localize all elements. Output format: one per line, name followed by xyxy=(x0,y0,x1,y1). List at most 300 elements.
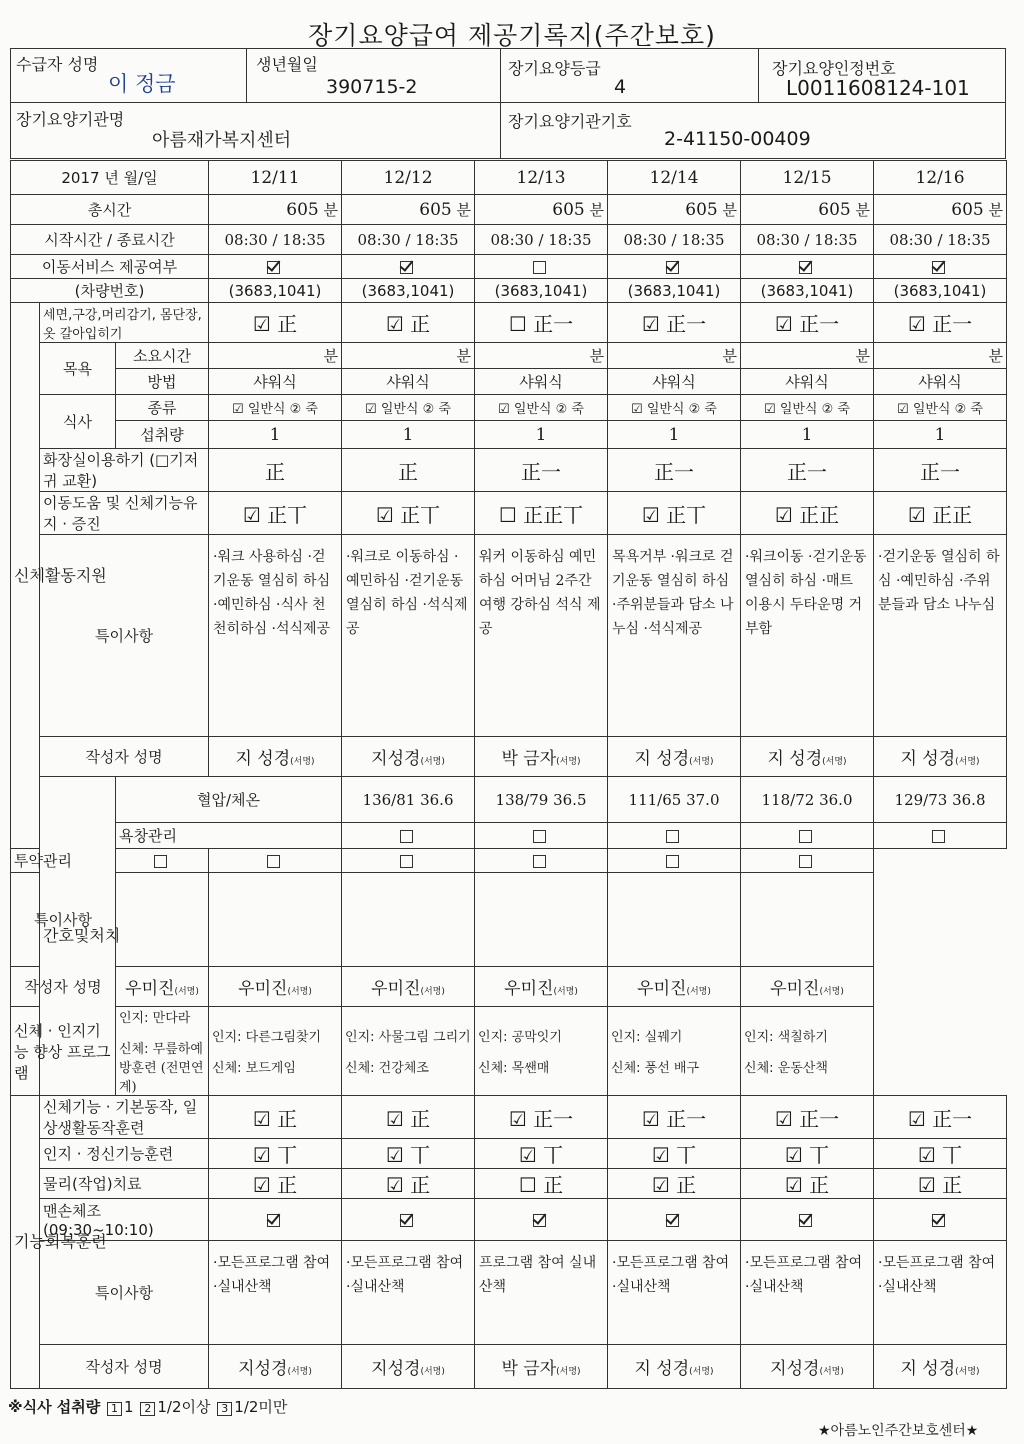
nurse-sign-5: (서명) xyxy=(819,987,844,997)
basic_train-value-5: ☑ 正一 xyxy=(907,1106,973,1131)
rehab-sign-0: (서명) xyxy=(287,1367,312,1377)
date-value-5: 12/16 xyxy=(915,167,965,188)
bath-4 xyxy=(741,369,874,395)
date-value-2: 12/13 xyxy=(516,167,566,188)
rehab-writer-0: 지성경 xyxy=(238,1359,288,1379)
cog-prog-5: 색칠하기 xyxy=(777,1030,828,1045)
nurse-note-4 xyxy=(608,873,741,967)
min-unit-4: 분 xyxy=(855,201,871,219)
exercise-4 xyxy=(741,1199,874,1241)
bp-0: 136/81 xyxy=(362,790,416,809)
cert-label: 장기요양인정번호 xyxy=(772,59,896,78)
wash-label: 세면,구강,머리감기, 몸단장, 옷 갈아입히기 xyxy=(40,303,209,343)
writer-5 xyxy=(874,737,1007,777)
pt-value-1: ☑ 正 xyxy=(385,1173,431,1197)
meal_amount-0 xyxy=(209,421,342,449)
med_care-5 xyxy=(741,849,874,873)
vehicle-4 xyxy=(741,279,874,303)
writer-0: 지 성경 xyxy=(235,749,291,769)
org-label: 장기요양기관명 xyxy=(16,110,125,129)
transport-checkbox-3[interactable] xyxy=(666,261,679,274)
meal_amount-1 xyxy=(342,421,475,449)
basic_train-value-2: ☑ 正一 xyxy=(508,1106,574,1131)
total_time-2 xyxy=(475,195,608,225)
cog-prog-0: 만다라 xyxy=(152,1011,191,1026)
transport-1 xyxy=(342,255,475,279)
bp-4: 129/73 xyxy=(894,790,948,809)
cog-line-4 xyxy=(611,1026,737,1045)
cog_train-1 xyxy=(342,1139,475,1169)
cog-line-1 xyxy=(212,1026,338,1045)
temp-1: 36.5 xyxy=(553,790,587,809)
start_end-value-3: 08:30 / 18:35 xyxy=(623,230,725,249)
meal_type-2 xyxy=(475,395,608,421)
bath-min-2: 분 xyxy=(589,347,605,365)
bath-value-1: 샤워식 xyxy=(386,373,430,391)
mobility-5 xyxy=(874,492,1007,535)
sign-0: (서명) xyxy=(290,757,315,767)
rehab_note-1 xyxy=(342,1241,475,1345)
total-time-2: 605 xyxy=(552,200,585,220)
cog-prog-3: 공막잇기 xyxy=(511,1030,562,1045)
med-care-checkbox-0[interactable] xyxy=(154,855,167,868)
mobility-3 xyxy=(608,492,741,535)
start_end-value-1: 08:30 / 18:35 xyxy=(357,230,459,249)
rehab-sign-2: (서명) xyxy=(556,1367,581,1377)
nurse-writer-label: 작성자 성명 xyxy=(11,967,116,1007)
bath-0 xyxy=(209,369,342,395)
exercise-checkbox-1[interactable] xyxy=(400,1214,413,1227)
vehicle-value-2: (3683,1041) xyxy=(494,281,588,300)
total-time-3: 605 xyxy=(685,200,718,220)
med-care-label: 투약관리 xyxy=(11,849,116,873)
bath-value-2: 샤워식 xyxy=(519,373,563,391)
meal_type-5 xyxy=(874,395,1007,421)
med-care-checkbox-5[interactable] xyxy=(799,855,812,868)
transport-4 xyxy=(741,255,874,279)
total-time-0: 605 xyxy=(286,200,319,220)
meal-label: 식사 xyxy=(40,395,116,449)
cog_train-value-4: ☑ 丅 xyxy=(784,1143,830,1167)
writer-label: 작성자 성명 xyxy=(40,737,209,777)
cog-prefix-5: 인지: xyxy=(744,1030,774,1045)
transport-label: 이동서비스 제공여부 xyxy=(11,255,209,279)
grade-label: 장기요양등급 xyxy=(508,59,601,78)
pt-3 xyxy=(608,1169,741,1199)
temp-4: 36.8 xyxy=(952,790,986,809)
start_end-value-2: 08:30 / 18:35 xyxy=(490,230,592,249)
bath-label: 목욕 xyxy=(40,343,116,395)
start_end-5 xyxy=(874,225,1007,255)
physical-section-label: 신체활동지원 xyxy=(11,303,40,849)
rehab_note-3 xyxy=(608,1241,741,1345)
birth-label: 생년월일 xyxy=(256,55,318,74)
bath_care-2 xyxy=(608,823,741,849)
med-care-checkbox-2[interactable] xyxy=(400,855,413,868)
total-time-5: 605 xyxy=(951,200,984,220)
sign-5: (서명) xyxy=(955,757,980,767)
start_end-1 xyxy=(342,225,475,255)
total_time-4 xyxy=(741,195,874,225)
pt-value-5: ☑ 正 xyxy=(917,1173,963,1197)
vehicle-value-5: (3683,1041) xyxy=(893,281,987,300)
toilet-value-2: 正一 xyxy=(521,459,562,484)
date-value-4: 12/15 xyxy=(782,167,832,188)
med_care-2 xyxy=(342,849,475,873)
temp-2: 37.0 xyxy=(686,790,720,809)
cog-train-label: 인지 · 정신기능훈련 xyxy=(40,1139,209,1169)
pt-value-2: ☐ 正 xyxy=(518,1173,564,1197)
transport-checkbox-5[interactable] xyxy=(932,261,945,274)
vehicle-value-0: (3683,1041) xyxy=(228,281,322,300)
bath-care-checkbox-1[interactable] xyxy=(533,830,546,843)
bath-value-3: 샤워식 xyxy=(652,373,696,391)
meal_type-1 xyxy=(342,395,475,421)
wash-5 xyxy=(874,303,1007,343)
cog_train-5 xyxy=(874,1139,1007,1169)
exercise-checkbox-4[interactable] xyxy=(799,1214,812,1227)
cog-line-2 xyxy=(345,1026,471,1045)
bp-2 xyxy=(608,777,741,823)
rehab-sign-5: (서명) xyxy=(955,1367,980,1377)
sign-2: (서명) xyxy=(556,757,581,767)
vehicle-3 xyxy=(608,279,741,303)
nurse-note-label: 특이사항 xyxy=(11,873,116,967)
date-0 xyxy=(209,161,342,195)
nurse-sign-1: (서명) xyxy=(287,987,312,997)
min-unit-2: 분 xyxy=(589,201,605,219)
mobility-value-4: ☑ 正正 xyxy=(774,502,840,527)
writer-4: 지 성경 xyxy=(767,749,823,769)
bath_care-4 xyxy=(874,823,1007,849)
wash-value-5: ☑ 正一 xyxy=(907,312,973,336)
mobility-4 xyxy=(741,492,874,535)
total-time-1: 605 xyxy=(419,200,452,220)
phys-prefix-2: 신체: xyxy=(345,1061,375,1076)
basic_train-3 xyxy=(608,1096,741,1139)
phys-prog-4: 풍선 배구 xyxy=(644,1061,700,1076)
note-value-4: ·워크이동 ·걷기운동 열심히 하심 ·매트 이용시 두타운명 거부함 xyxy=(745,549,867,637)
meal_type-value-2: ☑ 일반식 ② 죽 xyxy=(498,402,584,417)
bp-0 xyxy=(342,777,475,823)
note-value-1: ·워크로 이동하심 ·예민하심 ·걷기운동열심히 하심 ·석식제공 xyxy=(346,549,468,637)
page-title: 장기요양급여 제공기록지(주간보호) xyxy=(308,21,716,50)
basic_train-0 xyxy=(209,1096,342,1139)
note-label: 특이사항 xyxy=(40,535,209,737)
min-unit-5: 분 xyxy=(988,201,1004,219)
writer-1 xyxy=(342,737,475,777)
cog-prog-4: 실꿰기 xyxy=(644,1030,683,1045)
rehab_note-2 xyxy=(475,1241,608,1345)
transport-3 xyxy=(608,255,741,279)
phys-prog-2: 건강체조 xyxy=(378,1061,429,1076)
meal_type-0 xyxy=(209,395,342,421)
note-value-5: ·걷기운동 열심히 하심 ·예민하심 ·주위분들과 담소 나누심 xyxy=(878,549,1000,613)
exercise-checkbox-3[interactable] xyxy=(666,1214,679,1227)
bp-3: 118/72 xyxy=(761,790,815,809)
nurse-sign-2: (서명) xyxy=(420,987,445,997)
transport-checkbox-0[interactable] xyxy=(267,261,280,274)
vehicle-value-4: (3683,1041) xyxy=(760,281,854,300)
start_end-4 xyxy=(741,225,874,255)
wash-4 xyxy=(741,303,874,343)
basic_train-value-3: ☑ 正一 xyxy=(641,1106,707,1131)
cog-prefix-1: 인지: xyxy=(212,1030,242,1045)
cog-prefix-4: 인지: xyxy=(611,1030,641,1045)
toilet-value-4: 正一 xyxy=(787,459,828,484)
vehicle-2 xyxy=(475,279,608,303)
vehicle-0 xyxy=(209,279,342,303)
bath-value-0: 샤워식 xyxy=(253,373,297,391)
phys-prefix-5: 신체: xyxy=(744,1061,774,1076)
pt-2 xyxy=(475,1169,608,1199)
nurse-writer-0: 우미진 xyxy=(125,979,175,999)
writer-4 xyxy=(741,737,874,777)
meal_time-3 xyxy=(608,343,741,369)
phys-line-3 xyxy=(478,1057,604,1076)
toilet-0 xyxy=(209,449,342,492)
rehab-sign-4: (서명) xyxy=(819,1367,844,1377)
date-value-0: 12/11 xyxy=(250,167,300,188)
cog_train-value-3: ☑ 丅 xyxy=(651,1143,697,1167)
exercise-checkbox-0[interactable] xyxy=(267,1214,280,1227)
meal_amount-value-0: 1 xyxy=(269,424,281,445)
min-unit-3: 분 xyxy=(722,201,738,219)
center-name: ★아름노인주간보호센터★ xyxy=(818,1423,979,1439)
wash-value-0: ☑ 正 xyxy=(252,312,298,336)
bath-care-checkbox-3[interactable] xyxy=(799,830,812,843)
meal_type-value-1: ☑ 일반식 ② 죽 xyxy=(365,402,451,417)
transport-checkbox-2[interactable] xyxy=(533,261,546,274)
legend-box-2: 2 xyxy=(140,1402,155,1416)
bp-2: 111/65 xyxy=(628,790,682,809)
cog-prog-2: 사물그림 그리기 xyxy=(378,1030,471,1045)
meal-amount-label: 섭취량 xyxy=(116,421,209,449)
toilet-1 xyxy=(342,449,475,492)
start-end-label: 시작시간 / 종료시간 xyxy=(11,225,209,255)
bath-min-5: 분 xyxy=(988,347,1004,365)
mobility-1 xyxy=(342,492,475,535)
start_end-value-0: 08:30 / 18:35 xyxy=(224,230,326,249)
exercise-2 xyxy=(475,1199,608,1241)
grade-value: 4 xyxy=(614,76,627,98)
cert-value: L0011608124-101 xyxy=(786,76,970,100)
pt-5 xyxy=(874,1169,1007,1199)
bath-time-label: 소요시간 xyxy=(116,343,209,369)
cog-line-3 xyxy=(478,1026,604,1045)
exercise-checkbox-2[interactable] xyxy=(533,1214,546,1227)
toilet-value-5: 正一 xyxy=(920,459,961,484)
note-value-0: ·워크 사용하심 ·걷기운동 열심히 하심 ·예민하심 ·식사 천천히하심 ·석식제공 xyxy=(213,549,331,637)
meal_type-value-5: ☑ 일반식 ② 죽 xyxy=(897,402,983,417)
toilet-3 xyxy=(608,449,741,492)
meal_time-0 xyxy=(209,343,342,369)
org-value: 아름재가복지센터 xyxy=(152,130,292,151)
nurse-sign-3: (서명) xyxy=(553,987,578,997)
writer-5: 지 성경 xyxy=(900,749,956,769)
med-care-checkbox-4[interactable] xyxy=(666,855,679,868)
total_time-1 xyxy=(342,195,475,225)
note-2 xyxy=(475,535,608,737)
phys-line-5 xyxy=(744,1057,870,1076)
bath-care-checkbox-4[interactable] xyxy=(932,830,945,843)
note-4 xyxy=(741,535,874,737)
note-3 xyxy=(608,535,741,737)
exercise-5 xyxy=(874,1199,1007,1241)
wash-value-1: ☑ 正 xyxy=(385,312,431,336)
bath-min-4: 분 xyxy=(855,347,871,365)
legend-text-2: 1/2이상 xyxy=(157,1398,211,1416)
pt-1 xyxy=(342,1169,475,1199)
bath-min-1: 분 xyxy=(456,347,472,365)
basic_train-2 xyxy=(475,1096,608,1139)
phys-prefix-3: 신체: xyxy=(478,1061,508,1076)
wash-3 xyxy=(608,303,741,343)
recipient-name: 이 정금 xyxy=(108,72,176,96)
bath-care-checkbox-2[interactable] xyxy=(666,830,679,843)
rehab_note-value-4: ·모든프로그램 참여 ·실내산책 xyxy=(745,1255,863,1295)
rehab-note-label: 특이사항 xyxy=(40,1241,209,1345)
bath_care-0 xyxy=(342,823,475,849)
transport-5 xyxy=(874,255,1007,279)
legend-text-3: 1/2미만 xyxy=(234,1398,288,1416)
meal_amount-value-5: 1 xyxy=(934,424,946,445)
meal_amount-value-1: 1 xyxy=(402,424,414,445)
start_end-3 xyxy=(608,225,741,255)
care-record-table xyxy=(10,160,1007,1389)
legend-text-1: 1 xyxy=(124,1398,134,1416)
rehab_note-value-2: 프로그램 참여 실내 산책 xyxy=(479,1255,597,1295)
writer-1: 지성경 xyxy=(371,749,421,769)
rehab-writer-4: 지성경 xyxy=(770,1359,820,1379)
toilet-4 xyxy=(741,449,874,492)
bath-2 xyxy=(475,369,608,395)
med_care-3 xyxy=(475,849,608,873)
exercise-0 xyxy=(209,1199,342,1241)
pt-value-0: ☑ 正 xyxy=(252,1173,298,1197)
bath-3 xyxy=(608,369,741,395)
exercise-checkbox-5[interactable] xyxy=(932,1214,945,1227)
cog_train-value-5: ☑ 丅 xyxy=(917,1143,963,1167)
writer-2 xyxy=(475,737,608,777)
nurse-note-0 xyxy=(116,873,209,967)
wash-value-4: ☑ 正一 xyxy=(774,312,840,336)
rehab_writer-3 xyxy=(608,1345,741,1389)
rehab_writer-5 xyxy=(874,1345,1007,1389)
cog_prog-5 xyxy=(741,1007,874,1096)
note-1 xyxy=(342,535,475,737)
cog-prog-1: 다른그림찾기 xyxy=(245,1030,322,1045)
date-3 xyxy=(608,161,741,195)
phys-prefix-0: 신체: xyxy=(119,1042,149,1057)
vehicle-1 xyxy=(342,279,475,303)
meal_amount-5 xyxy=(874,421,1007,449)
note-0 xyxy=(209,535,342,737)
cog_train-0 xyxy=(209,1139,342,1169)
transport-checkbox-1[interactable] xyxy=(400,261,413,274)
wash-2 xyxy=(475,303,608,343)
basic_train-4 xyxy=(741,1096,874,1139)
bath_care-3 xyxy=(741,823,874,849)
start_end-2 xyxy=(475,225,608,255)
phys-line-2 xyxy=(345,1057,471,1076)
date-value-3: 12/14 xyxy=(649,167,699,188)
meal_amount-2 xyxy=(475,421,608,449)
bp-1 xyxy=(475,777,608,823)
phys-prog-5: 운동산책 xyxy=(777,1061,828,1076)
cog_prog-3 xyxy=(475,1007,608,1096)
wash-value-2: ☐ 正一 xyxy=(508,312,574,336)
cog_train-value-0: ☑ 丅 xyxy=(252,1143,298,1167)
wash-value-3: ☑ 正一 xyxy=(641,312,707,336)
total-time-4: 605 xyxy=(818,200,851,220)
meal-legend xyxy=(8,1396,287,1417)
min-unit-0: 분 xyxy=(323,201,339,219)
exercise-1 xyxy=(342,1199,475,1241)
rehab-writer-3: 지 성경 xyxy=(634,1359,690,1379)
nurse-note-3 xyxy=(475,873,608,967)
temp-0: 36.6 xyxy=(420,790,454,809)
basic-train-label: 신체기능 · 기본동작, 일상생활동작훈련 xyxy=(40,1096,209,1139)
date-value-1: 12/12 xyxy=(383,167,433,188)
meal_type-4 xyxy=(741,395,874,421)
bath-care-label: 욕창관리 xyxy=(116,823,342,849)
med-care-checkbox-3[interactable] xyxy=(533,855,546,868)
phys-prog-1: 보드게임 xyxy=(245,1061,296,1076)
rehab_writer-1 xyxy=(342,1345,475,1389)
bath-1 xyxy=(342,369,475,395)
cog-prefix-0: 인지: xyxy=(119,1011,149,1026)
temp-3: 36.0 xyxy=(819,790,853,809)
note-value-3: 목욕거부 ·워크로 걷기운동 열심히 하심 ·주위분들과 담소 나누심 ·석식제공 xyxy=(612,549,734,637)
cog_train-4 xyxy=(741,1139,874,1169)
mobility-0 xyxy=(209,492,342,535)
transport-checkbox-4[interactable] xyxy=(799,261,812,274)
cog_prog-2 xyxy=(342,1007,475,1096)
nurse_writer-2 xyxy=(342,967,475,1007)
phys-line-1 xyxy=(212,1057,338,1076)
toilet-value-3: 正一 xyxy=(654,459,695,484)
pt-4 xyxy=(741,1169,874,1199)
bath-5 xyxy=(874,369,1007,395)
nurse_writer-0 xyxy=(116,967,209,1007)
org-code-label: 장기요양기관기호 xyxy=(508,112,632,131)
rehab_note-value-3: ·모든프로그램 참여 ·실내산책 xyxy=(612,1255,730,1295)
nursing-section-label: 간호및처치 xyxy=(40,777,116,1096)
phys-prog-0: 무릎하예방훈련 (전면연계) xyxy=(119,1042,204,1095)
nurse_writer-3 xyxy=(475,967,608,1007)
date-1 xyxy=(342,161,475,195)
sign-1: (서명) xyxy=(420,757,445,767)
mobility-label: 이동도움 및 신체기능유지 · 증진 xyxy=(40,492,209,535)
total_time-3 xyxy=(608,195,741,225)
cog-line-5 xyxy=(744,1026,870,1045)
wash-1 xyxy=(342,303,475,343)
meal_type-value-0: ☑ 일반식 ② 죽 xyxy=(232,402,318,417)
bp-1: 138/79 xyxy=(495,790,549,809)
nurse-sign-4: (서명) xyxy=(686,987,711,997)
bath-care-checkbox-0[interactable] xyxy=(400,830,413,843)
basic_train-value-4: ☑ 正一 xyxy=(774,1106,840,1131)
exercise-label: 맨손체조 (09:30~10:10) xyxy=(40,1199,209,1241)
cognitive-prog-label: 신체 · 인지기능 향상 프로그램 xyxy=(11,1007,116,1096)
total_time-0 xyxy=(209,195,342,225)
transport-0 xyxy=(209,255,342,279)
phys-line-4 xyxy=(611,1057,737,1076)
basic_train-1 xyxy=(342,1096,475,1139)
med-care-checkbox-1[interactable] xyxy=(267,855,280,868)
vehicle-value-3: (3683,1041) xyxy=(627,281,721,300)
